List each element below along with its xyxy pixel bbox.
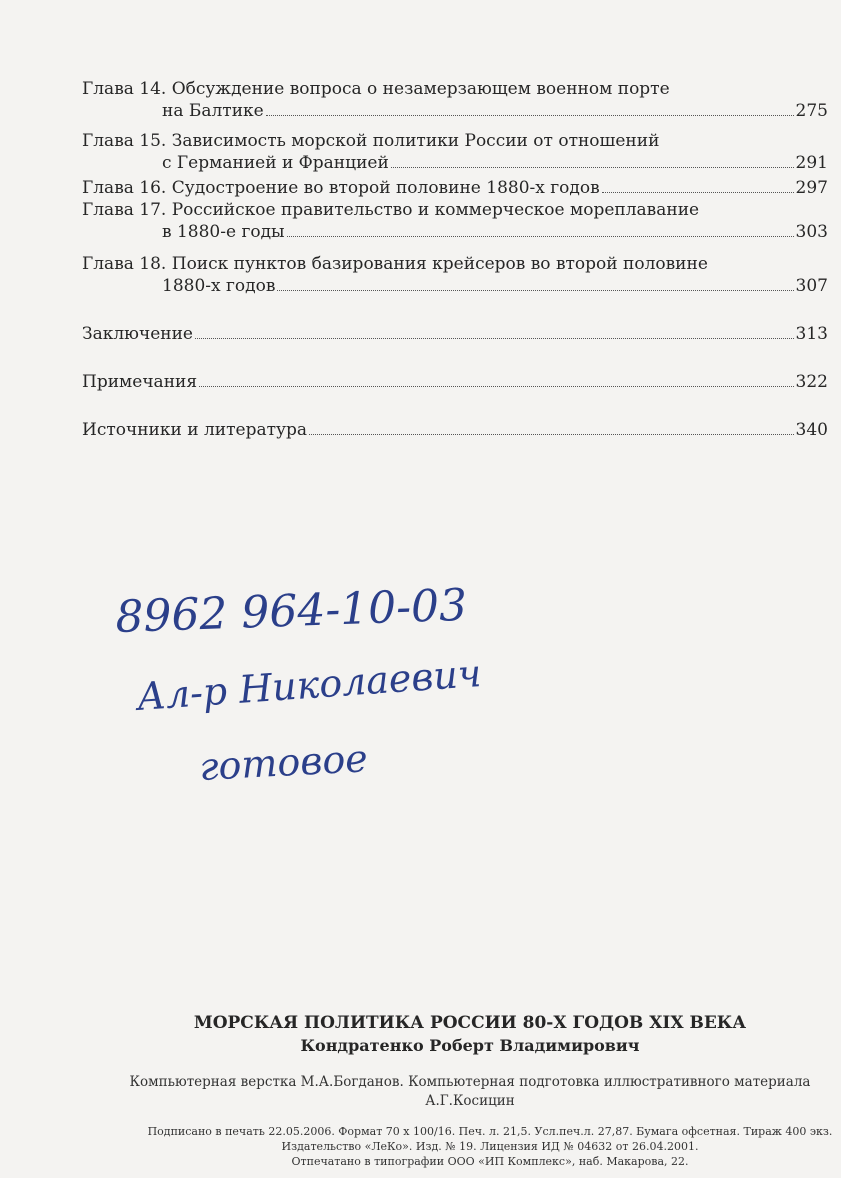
toc-entry-title: Примечания [82, 372, 198, 392]
toc-entry-title: Глава 16. Судостроение во второй половине 1880-х годов [82, 178, 600, 198]
toc-entry-title: Глава 17. Российское правительство и коммерческое мореплавание [82, 200, 700, 220]
toc-entry-chapter-14 [82, 78, 828, 122]
toc-page-number: 340 [795, 420, 828, 440]
toc-entry-sources [82, 419, 828, 441]
book-title: МОРСКАЯ ПОЛИТИКА РОССИИ 80-Х ГОДОВ XIX ВЕКА [193, 1013, 747, 1033]
handwritten-status: готовое [198, 736, 369, 789]
dot-leader [199, 385, 793, 387]
toc-entry-notes [82, 371, 828, 393]
dot-leader [391, 166, 794, 168]
toc-page-number: 291 [795, 153, 828, 173]
toc-entry-chapter-15 [82, 130, 828, 174]
book-author: Кондратенко Роберт Владимирович [300, 1036, 640, 1055]
toc-entry-title: Глава 15. Зависимость морской политики России от отношений [82, 131, 660, 151]
handwritten-note [110, 570, 570, 800]
dot-leader [309, 433, 794, 435]
toc-page-number: 297 [795, 178, 828, 198]
credits-line: А.Г.Косицин [425, 1093, 515, 1109]
toc-entry-title: Глава 18. Поиск пунктов базирования крейсеров во второй половине [82, 254, 708, 274]
handwritten-phone-number: 8962 964-10-03 [114, 579, 468, 643]
imprint [140, 1124, 840, 1169]
imprint-line: Подписано в печать 22.05.2006. Формат 70 х 100/16. Печ. л. 21,5. Усл.печ.л. 27,87. Бумага офсетная. Тираж 400 экз. [147, 1125, 833, 1138]
imprint-line: Издательство «ЛеКо». Изд. № 19. Лицензия ИД № 04632 от 26.04.2001. [281, 1140, 699, 1153]
dot-leader [602, 191, 794, 193]
toc-entry-title: Глава 14. Обсуждение вопроса о незамерзающем военном порте [82, 79, 670, 99]
toc-entry-title-continuation: 1880-х годов [162, 276, 276, 296]
credits [100, 1073, 840, 1111]
credits-line: Компьютерная верстка М.А.Богданов. Компьютерная подготовка иллюстративного материала [129, 1074, 811, 1090]
toc-page-number: 322 [795, 372, 828, 392]
table-of-contents [82, 78, 828, 441]
toc-entry-chapter-16 [82, 177, 828, 199]
toc-entry-title-continuation: в 1880-е годы [162, 222, 285, 242]
dot-leader [195, 337, 794, 339]
toc-page-number: 307 [795, 276, 828, 296]
dot-leader [266, 114, 794, 116]
toc-entry-title-continuation: на Балтике [162, 101, 264, 121]
toc-page-number: 303 [795, 222, 828, 242]
toc-entry-chapter-17 [82, 199, 828, 243]
toc-entry-title: Источники и литература [82, 420, 308, 440]
handwritten-name: Ал-р Николаевич [135, 651, 483, 719]
toc-page-number: 275 [795, 101, 828, 121]
dot-leader [277, 289, 793, 291]
toc-entry-chapter-18 [82, 253, 828, 297]
toc-entry-title-continuation: с Германией и Францией [162, 153, 389, 173]
toc-page-number: 313 [795, 324, 828, 344]
toc-entry-title: Заключение [82, 324, 193, 344]
imprint-line: Отпечатано в типографии ООО «ИП Комплекс», наб. Макарова, 22. [291, 1155, 689, 1168]
toc-entry-conclusion [82, 323, 828, 345]
dot-leader [287, 235, 794, 237]
